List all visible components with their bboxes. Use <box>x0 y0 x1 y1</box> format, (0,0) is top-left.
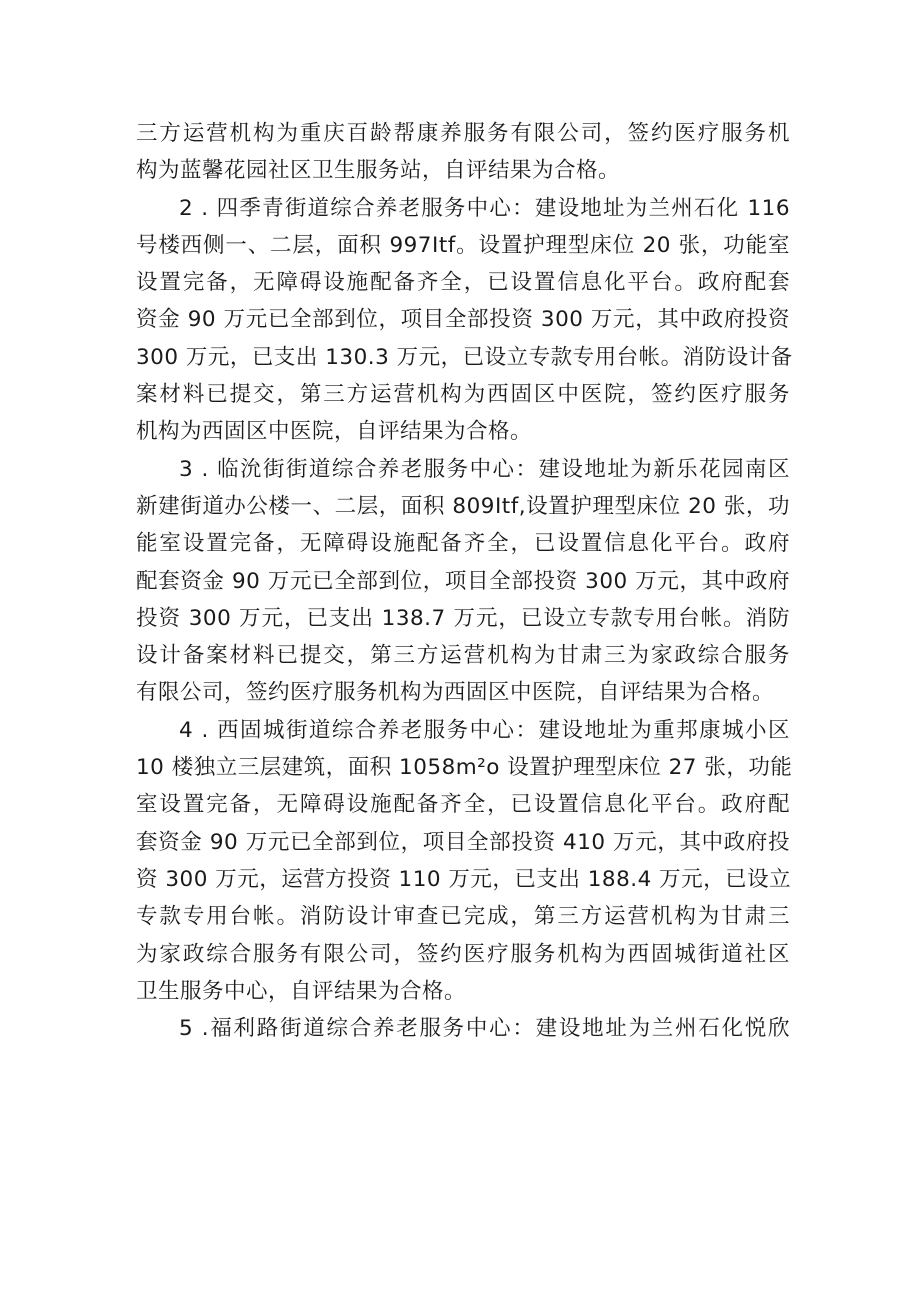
text-line: 设置完备，无障碍设施配备齐全，已设置信息化平台。政府配套 <box>136 270 790 296</box>
text-line: 能室设置完备，无障碍设施配备齐全，已设置信息化平台。政府 <box>136 531 790 557</box>
paragraph-item-2 <box>136 190 793 451</box>
text-line: 2 . 四季青街道综合养老服务中心：建设地址为兰州石化 116 <box>179 195 790 221</box>
text-line: 案材料已提交，第三方运营机构为西固区中医院，签约医疗服务 <box>136 382 790 408</box>
text-line: 三方运营机构为重庆百龄帮康养服务有限公司，签约医疗服务机 <box>136 121 790 146</box>
text-line: 卫生服务中心，自评结果为合格。 <box>136 978 467 1004</box>
text-line: 设计备案材料已提交，第三方运营机构为甘肃三为家政综合服务 <box>136 643 790 669</box>
text-line: 配套资金 90 万元已全部到位，项目全部投资 300 万元，其中政府 <box>136 568 790 594</box>
text-line: 有限公司，签约医疗服务机构为西固区中医院，自评结果为合格。 <box>136 680 775 706</box>
text-line: 号楼西侧一、二层，面积 997Itf。设置护理型床位 20 张，功能室 <box>136 232 790 258</box>
paragraph-item-3 <box>136 451 790 712</box>
text-line: 构为蓝馨花园社区卫生服务站，自评结果为合格。 <box>136 158 621 184</box>
text-line: 为家政综合服务有限公司，签约医疗服务机构为西固城街道社区 <box>136 941 790 967</box>
text-line: 新建街道办公楼一、二层，面积 809Itf,设置护理型床位 20 张，功 <box>136 493 790 519</box>
text-line: 机构为西固区中医院，自评结果为合格。 <box>136 419 533 445</box>
paragraph-1-continuation <box>136 115 790 190</box>
text-line: 资 300 万元，运营方投资 110 万元，已支出 188.4 万元，已设立 <box>136 866 792 892</box>
paragraph-item-5 <box>136 1010 790 1047</box>
text-line: 投资 300 万元，已支出 138.7 万元，已设立专款专用台帐。消防 <box>136 605 790 631</box>
text-line: 4 . 西固城街道综合养老服务中心：建设地址为重邦康城小区 <box>179 717 790 743</box>
text-line: 室设置完备，无障碍设施配备齐全，已设置信息化平台。政府配 <box>136 792 790 818</box>
text-line: 资金 90 万元已全部到位，项目全部投资 300 万元，其中政府投资 <box>136 307 790 333</box>
text-line: 套资金 90 万元已全部到位，项目全部投资 410 万元，其中政府投 <box>136 829 790 855</box>
text-line: 专款专用台帐。消防设计审查已完成，第三方运营机构为甘肃三 <box>136 904 790 930</box>
paragraph-item-4 <box>136 712 793 1010</box>
text-line: 300 万元，已支出 130.3 万元，已设立专款专用台帐。消防设计备 <box>136 344 793 370</box>
text-line: 10 楼独立三层建筑，面积 1058m²o 设置护理型床位 27 张，功能 <box>136 755 793 781</box>
body-text <box>136 115 793 1047</box>
text-line: 5 .福利路街道综合养老服务中心：建设地址为兰州石化悦欣 <box>179 1016 790 1042</box>
text-line: 3 . 临沇街街道综合养老服务中心：建设地址为新乐花园南区 <box>179 456 790 482</box>
